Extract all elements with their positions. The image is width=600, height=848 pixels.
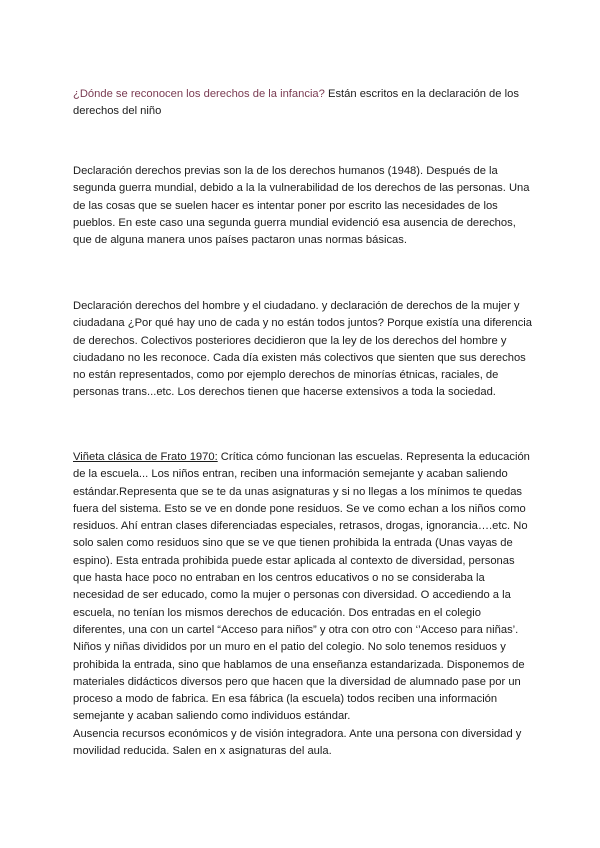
- paragraph-human-rights: Declaración derechos previas son la de los derechos humanos (1948). Después de la segunda guerra mundial, debido a la la vulnerabilidad de los derechos de las personas. Una de las cosas que se suelen hacer es intentar poner por escrito las necesidades de los pueblos. En este caso una segunda guerra mundial evidenció esa ausencia de derechos, que de alguna manera unos países pactaron unas normas básicas.: [73, 165, 530, 247]
- question-highlight: ¿Dónde se reconocen los derechos de la infancia?: [73, 88, 325, 100]
- question-paragraph: [73, 86, 533, 121]
- vignette-heading: Viñeta clásica de Frato 1970:: [73, 451, 218, 463]
- paragraph-frato-vignette: [73, 449, 533, 760]
- vignette-body: Crítica cómo funcionan las escuelas. Representa la educación de la escuela... Los niños entran, reciben una información semejante y acaban saliendo estándar.Representa que se te da unas asignaturas y si no llegas a los mínimos te quedas fuera del sistema. Esto se ve en donde pone residuos. Se ve como echan a los niños como residuos. Ahí entran clases diferenciadas especiales, retrasos, drogas, ignorancia….etc. No solo salen como residuos sino que se ve que tienen prohibida la entrada (Unas vayas de espino). Esta entrada prohibida puede estar aplicada al contexto de diversidad, personas que hasta hace poco no entraban en los centros educativos o no se consideraba la necesidad de ser educado, como la mujer o personas con diversidad. O accediendo a la escuela, no tenían los mismos derechos de educación. Dos entradas en el colegio diferentes, una con un cartel “Acceso para niños” y otra con otro con ‘’Acceso para niñas’. Niños y niñas divididos por un muro en el patio del colegio. No solo tenemos residuos y prohibida la entrada, sino que hablamos de una enseñanza estandarizada. Disponemos de materiales didácticos diversos pero que hacen que la diversidad de alumnado pase por un proceso a modo de fabrica. En esa fábrica (la escuela) todos reciben una información semejante y acaban saliendo como individuos estándar.: [73, 451, 530, 723]
- question-answer: Están escritos en la declaración de los derechos del niño: [73, 88, 519, 118]
- vignette-closing: Ausencia recursos económicos y de visión integradora. Ante una persona con diversidad y movilidad reducida. Salen en x asignaturas del aula.: [73, 727, 522, 758]
- paragraph-citizen-rights: Declaración derechos del hombre y el ciudadano. y declaración de derechos de la mujer y ciudadana ¿Por qué hay uno de cada y no están todos juntos? Porque existía una diferencia de derechos. Colectivos posteriores decidieron que la ley de los derechos del hombre y ciudadano no les reconoce. Cada día existen más colectivos que sienten que sus derechos no están representados, como por ejemplo derechos de minorías étnicas, raciales, de personas trans...etc. Los derechos tienen que hacerse extensivos a toda la sociedad.: [73, 300, 533, 399]
